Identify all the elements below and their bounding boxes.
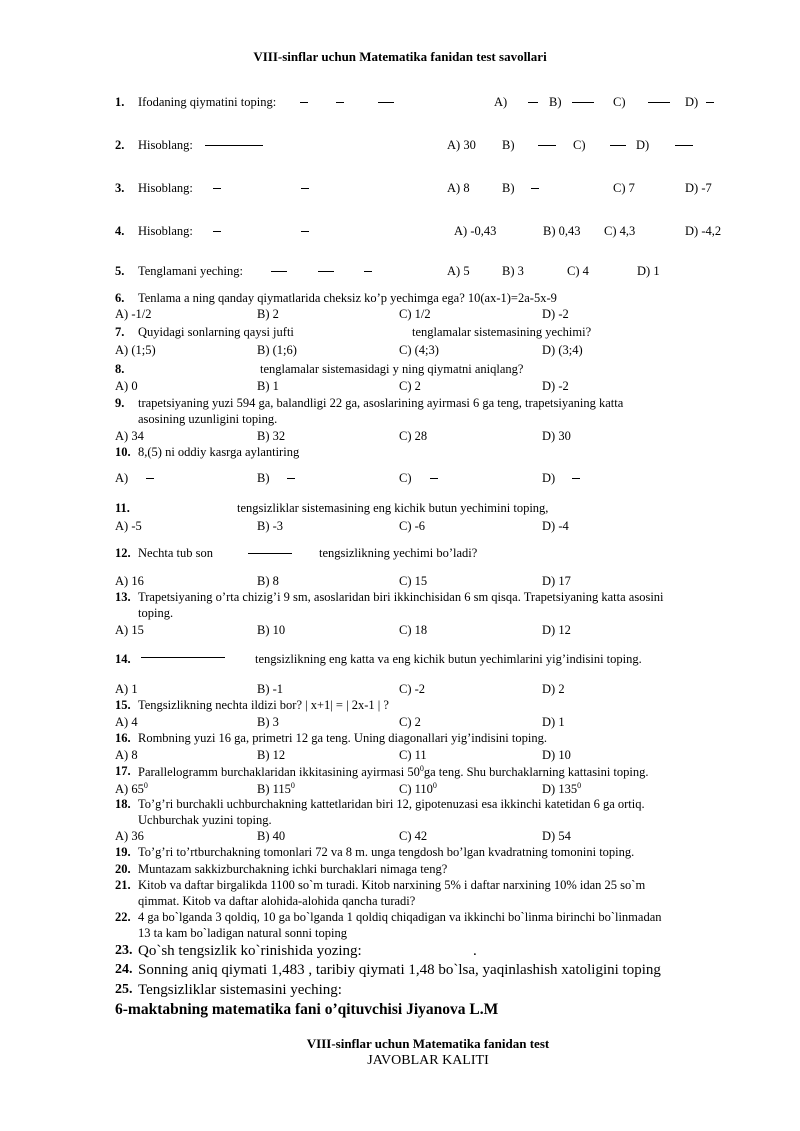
author-line: 6-maktabning matematika fani o’qituvchisi Jiyanova L.M: [115, 1001, 499, 1018]
question-text: Hisoblang:: [138, 138, 193, 152]
question-number: 18.: [115, 797, 131, 811]
question-number: 24.: [115, 962, 133, 977]
option-c: C) 4,3: [604, 224, 636, 238]
question-number: 5.: [115, 264, 125, 278]
option-c: C) $110^0$: [399, 781, 437, 797]
fraction-bar: [378, 102, 394, 103]
option-b: B) -3: [257, 519, 284, 533]
option-d: D) (3;4): [542, 343, 583, 357]
page-title: VIII-sinflar uchun Matematika fanidan test savollari: [253, 49, 547, 64]
option-d: D) 17: [542, 574, 571, 588]
fraction-bar: [675, 145, 693, 146]
option-a: A) (1;5): [115, 343, 156, 357]
question-number: 13.: [115, 590, 131, 604]
question-number: 21.: [115, 878, 131, 892]
option-c: C) 7: [613, 181, 635, 195]
fraction-bar: [572, 102, 594, 103]
question-number: 15.: [115, 698, 131, 712]
question-number: 14.: [115, 652, 131, 666]
option-c: C): [399, 471, 412, 485]
option-c: C) 28: [399, 429, 428, 443]
question-text: tenglamalar sistemasidagi y ning qiymatni aniqlang?: [260, 362, 524, 376]
fraction-bar: [271, 271, 287, 272]
question-number: 4.: [115, 224, 125, 238]
question-text: Qo`sh tengsizlik ko`rinishida yozing:: [138, 943, 362, 959]
question-text: Ifodaning qiymatini toping:: [138, 95, 277, 109]
question-number: 2.: [115, 138, 125, 152]
option-d: D): [685, 95, 699, 109]
option-d: D) -4,2: [685, 224, 722, 238]
option-c: C) 1/2: [399, 307, 431, 321]
option-b: B) 10: [257, 623, 286, 637]
option-d: D) 1: [542, 715, 565, 729]
question-text: Tengsizlikning nechta ildizi bor? | x+1| = | 2x-1 | ?: [138, 698, 389, 712]
answer-key-subtitle: JAVOBLAR KALITI: [367, 1053, 489, 1068]
fraction-bar: [300, 102, 308, 103]
option-c: C) -6: [399, 519, 426, 533]
option-a: A) 30: [447, 138, 476, 152]
option-c: C): [573, 138, 586, 152]
question-number: 22.: [115, 910, 131, 924]
option-d: D) 12: [542, 623, 571, 637]
question-text: Hisoblang:: [138, 181, 193, 195]
fraction-bar: [648, 102, 670, 103]
question-text: Quyidagi sonlarning qaysi jufti: [138, 325, 294, 339]
question-number: 1.: [115, 95, 125, 109]
question-text: trapetsiyaning yuzi 594 ga, balandligi 22 ga, asoslarining ayirmasi 6 ga teng, trapetsiyaning katta: [138, 396, 624, 410]
option-a: A) 8: [447, 181, 470, 195]
option-c: C) -2: [399, 682, 426, 696]
option-a: A): [115, 471, 129, 485]
option-d: D) -2: [542, 379, 569, 393]
option-d: D) -2: [542, 307, 569, 321]
question-text-continued: tenglamalar sistemasining yechimi?: [412, 325, 592, 339]
option-d: D) 1: [637, 264, 660, 278]
option-b: B): [257, 471, 270, 485]
option-a: A) 16: [115, 574, 144, 588]
question-dot: .: [473, 943, 477, 959]
option-b: B) 40: [257, 829, 286, 843]
question-number: 25.: [115, 982, 133, 997]
fraction-bar: [706, 102, 714, 103]
option-b: B): [502, 138, 515, 152]
question-number: 3.: [115, 181, 125, 195]
question-text-continued: Uchburchak yuzini toping.: [138, 813, 272, 827]
fraction-bar: [213, 231, 221, 232]
question-text: 8,(5) ni oddiy kasrga aylantiring: [138, 445, 300, 459]
fraction-bar: [205, 145, 263, 146]
fraction-bar: [336, 102, 344, 103]
question-number: 16.: [115, 731, 131, 745]
option-d: D) -4: [542, 519, 569, 533]
option-d: D) 54: [542, 829, 571, 843]
option-d: D) $135^0$: [542, 781, 582, 797]
option-c: C) 15: [399, 574, 428, 588]
option-a: A) -1/2: [115, 307, 152, 321]
fraction-bar: [528, 102, 538, 103]
fraction-bar: [287, 478, 295, 479]
option-c: C) 2: [399, 715, 421, 729]
option-b: B) 2: [257, 307, 279, 321]
option-a: A) -5: [115, 519, 142, 533]
fraction-bar: [318, 271, 334, 272]
fraction-bar: [248, 553, 292, 554]
option-c: C) (4;3): [399, 343, 439, 357]
option-b: B) -1: [257, 682, 284, 696]
question-text: Tenglamani yeching:: [138, 264, 243, 278]
fraction-bar: [364, 271, 372, 272]
question-text-continued: 13 ta kam bo`ladigan natural sonni toping: [138, 926, 347, 940]
option-d: D) 2: [542, 682, 565, 696]
question-number: 23.: [115, 943, 133, 958]
question-text: Hisoblang:: [138, 224, 193, 238]
option-b: B) 0,43: [543, 224, 581, 238]
question-text: Parallelogramm burchaklaridan ikkitasining ayirmasi $50^0ga$ teng. Shu burchaklarning kattasini toping.: [138, 764, 649, 780]
option-b: B) (1;6): [257, 343, 297, 357]
option-c: C) 42: [399, 829, 428, 843]
question-number: 17.: [115, 764, 131, 778]
option-c: C) 11: [399, 748, 427, 762]
option-a: A) 4: [115, 715, 138, 729]
option-c: C) 18: [399, 623, 428, 637]
question-text: tengsizliklar sistemasining eng kichik butun yechimini toping,: [237, 501, 549, 515]
fraction-bar: [610, 145, 626, 146]
question-text: tengsizlikning eng katta va eng kichik butun yechimlarini yig’indisini toping.: [255, 652, 642, 666]
question-number: 19.: [115, 845, 131, 859]
question-number: 20.: [115, 862, 131, 876]
fraction-bar: [146, 478, 154, 479]
fraction-bar: [531, 188, 539, 189]
question-text: Trapetsiyaning o’rta chizig’i 9 sm, asoslaridan biri ikkinchisidan 6 sm qisqa. Trapetsiyaning katta asosini: [138, 590, 664, 604]
option-a: A) 34: [115, 429, 144, 443]
question-text: 4 ga bo`lganda 3 qoldiq, 10 ga bo`lganda 1 qoldiq chiqadigan va ikkinchi bo`linma birinchi bo`linmadan: [138, 910, 662, 924]
fraction-bar: [141, 657, 225, 658]
fraction-bar: [572, 478, 580, 479]
question-text: Tenlama a ning qanday qiymatlarida cheksiz ko’p yechimga ega? 10(ax-1)=2a-5x-9: [138, 291, 557, 305]
question-text-continued: toping.: [138, 606, 174, 620]
option-b: B): [549, 95, 562, 109]
option-b: B) 1: [257, 379, 279, 393]
option-b: B) $115^0$: [257, 781, 295, 797]
option-d: D): [636, 138, 650, 152]
question-text: Tengsizliklar sistemasini yeching:: [138, 982, 342, 998]
option-b: B) 3: [257, 715, 279, 729]
fraction-bar: [538, 145, 556, 146]
fraction-bar: [213, 188, 221, 189]
option-b: B) 3: [502, 264, 524, 278]
fraction-bar: [430, 478, 438, 479]
question-number: 8.: [115, 362, 125, 376]
option-a: A) 1: [115, 682, 138, 696]
option-c: C): [613, 95, 626, 109]
question-number: 7.: [115, 325, 125, 339]
question-number: 10.: [115, 445, 131, 459]
option-d: D) -7: [685, 181, 712, 195]
fraction-bar: [301, 188, 309, 189]
option-c: C) 2: [399, 379, 421, 393]
question-number: 12.: [115, 546, 131, 560]
answer-key-title: VIII-sinflar uchun Matematika fanidan test: [306, 1036, 550, 1051]
option-d: D): [542, 471, 556, 485]
option-a: A) $65^0$: [115, 781, 148, 797]
question-text-continued: qimmat. Kitob va daftar alohida-alohida qancha turadi?: [138, 894, 416, 908]
question-number: 11.: [115, 501, 130, 515]
option-a: A): [494, 95, 508, 109]
option-a: A) 15: [115, 623, 144, 637]
option-b: B) 32: [257, 429, 286, 443]
option-a: A) 8: [115, 748, 138, 762]
option-b: B) 12: [257, 748, 286, 762]
option-a: A) 0: [115, 379, 138, 393]
question-text: Sonning aniq qiymati 1,483 , taribiy qiymati 1,48 bo`lsa, yaqinlashish xatoligini toping: [138, 962, 661, 978]
question-text-continued: tengsizlikning yechimi bo’ladi?: [319, 546, 478, 560]
question-number: 9.: [115, 396, 125, 410]
option-b: B): [502, 181, 515, 195]
option-b: B) 8: [257, 574, 279, 588]
option-d: D) 30: [542, 429, 571, 443]
option-d: D) 10: [542, 748, 571, 762]
option-a: A) -0,43: [454, 224, 497, 238]
question-text-continued: asosining uzunligini toping.: [138, 412, 278, 426]
option-a: A) 5: [447, 264, 470, 278]
question-text: Nechta tub son: [138, 546, 213, 560]
question-text: To’g’ri burchakli uchburchakning kattetlaridan biri 12, gipotenuzasi esa ikkinchi katetidan 6 ga ortiq.: [138, 797, 645, 811]
question-number: 6.: [115, 291, 125, 305]
question-text: Rombning yuzi 16 ga, primetri 12 ga teng. Uning diagonallari yig’indisini toping.: [138, 731, 547, 745]
fraction-bar: [301, 231, 309, 232]
option-c: C) 4: [567, 264, 589, 278]
question-text: Muntazam sakkizburchakning ichki burchaklari nimaga teng?: [138, 862, 448, 876]
question-text: Kitob va daftar birgalikda 1100 so`m turadi. Kitob narxining 5% i daftar narxining 10% idan 25 so`m: [138, 878, 646, 892]
option-a: A) 36: [115, 829, 144, 843]
question-text: To’g’ri to’rtburchakning tomonlari 72 va 8 m. unga tengdosh bo’lgan kvadratning tomonini toping.: [138, 845, 635, 859]
